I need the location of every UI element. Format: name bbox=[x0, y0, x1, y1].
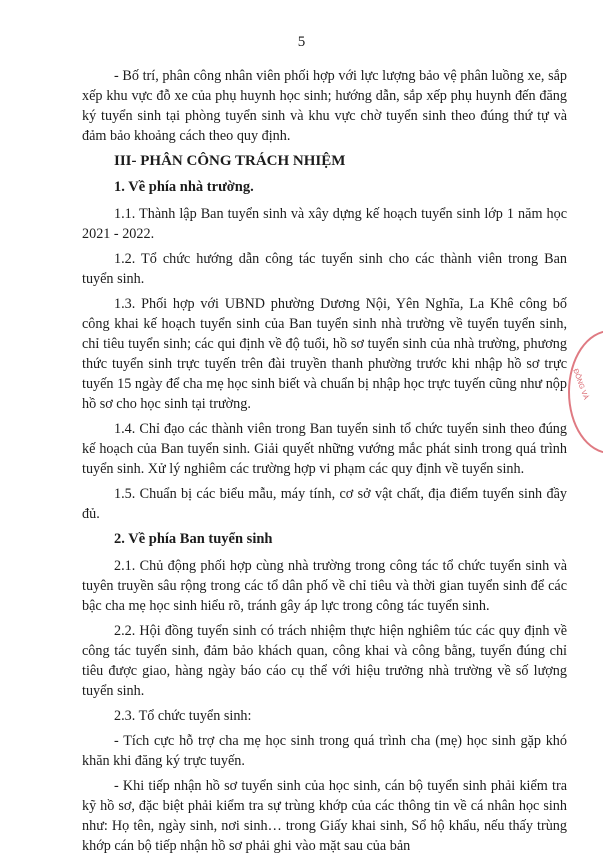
paragraph-2-3: 2.3. Tổ chức tuyển sinh: bbox=[114, 708, 252, 724]
paragraph-2-2: 2.2. Hội đồng tuyển sinh có trách nhiệm thực hiện nghiêm túc các quy định về công tác tuyển sinh, đảm bảo khách quan, công khai và công bằng, tuyển đúng chỉ tiêu được giao, hàng ngày báo cáo cụ thể với hiệu trưởng nhà trường về số lượng tuyển sinh. bbox=[82, 623, 567, 699]
paragraph-tich-cuc: - Tích cực hỗ trợ cha mẹ học sinh trong quá trình cha (mẹ) học sinh gặp khó khăn khi đăng ký trực tuyến. bbox=[82, 733, 567, 769]
subsection-heading-ban-tuyen-sinh: 2. Về phía Ban tuyển sinh bbox=[114, 531, 273, 547]
paragraph-1-4: 1.4. Chỉ đạo các thành viên trong Ban tuyển sinh tổ chức tuyển sinh theo đúng kế hoạch của Ban tuyển sinh. Giải quyết những vướng mắc phát sinh trong quá trình tuyển sinh. Xử lý nghiêm các trường hợp vi phạm các quy định về tuyển sinh. bbox=[82, 421, 567, 477]
stamp-text: ĐÔNG VÀ bbox=[571, 368, 590, 401]
subsection-heading-nha-truong: 1. Về phía nhà trường. bbox=[114, 179, 254, 195]
paragraph-bo-tri: - Bố trí, phân công nhân viên phối hợp với lực lượng bảo vệ phân luồng xe, sắp xếp khu vực đỗ xe của phụ huynh học sinh; hướng dẫn, sắp xếp phụ huynh đến đăng ký tuyển sinh tại phòng tuyển sinh và khu vực chờ tuyển sinh theo đúng thứ tự và đảm bảo khoảng cách theo quy định. bbox=[82, 68, 567, 144]
paragraph-1-5: 1.5. Chuẩn bị các biểu mẫu, máy tính, cơ sở vật chất, địa điểm tuyển sinh đầy đủ. bbox=[82, 486, 567, 522]
paragraph-2-1: 2.1. Chủ động phối hợp cùng nhà trường trong công tác tổ chức tuyển sinh và tuyên truyền sâu rộng trong các tổ dân phố về chỉ tiêu và thời gian tuyển sinh để các bậc cha mẹ học sinh hiểu rõ, tránh gây áp lực trong công tác tuyển sinh. bbox=[82, 558, 567, 614]
paragraph-khi-tiep-nhan: - Khi tiếp nhận hồ sơ tuyển sinh của học sinh, cán bộ tuyển sinh phải kiểm tra kỹ hồ sơ, đặc biệt phải kiểm tra sự trùng khớp của các thông tin về cá nhân học sinh như: Họ tên, ngày sinh, nơi sinh… trong Giấy khai sinh, Sổ hộ khẩu, nếu thấy trùng khớp cán bộ tiếp nhận hồ sơ phải ghi vào mặt sau của bản bbox=[82, 778, 567, 854]
paragraph-1-3: 1.3. Phối hợp với UBND phường Dương Nội, Yên Nghĩa, La Khê công bố công khai kế hoạch tuyển sinh của Ban tuyển sinh nhà trường về tuyển tuyển sinh, chỉ tiêu tuyển sinh; các qui định về độ tuổi, hồ sơ tuyển sinh của nhà trường, phương thức tuyển sinh trực tuyến trên đài truyền thanh phường trước khi nhập hồ sơ trực tuyến 15 ngày để cha mẹ học sinh biết và chuẩn bị nhập học trực tuyến cũng như nộp hồ sơ cho học sinh tại trường. bbox=[82, 296, 567, 412]
page-number: 5 bbox=[297, 34, 306, 50]
document-body bbox=[82, 66, 567, 861]
paragraph-1-1: 1.1. Thành lập Ban tuyển sinh và xây dựng kế hoạch tuyển sinh lớp 1 năm học 2021 - 2022. bbox=[82, 206, 567, 242]
section-heading-phan-cong: III- PHÂN CÔNG TRÁCH NHIỆM bbox=[114, 153, 346, 169]
paragraph-1-2: 1.2. Tổ chức hướng dẫn công tác tuyển sinh cho các thành viên trong Ban tuyển sinh. bbox=[82, 251, 567, 287]
